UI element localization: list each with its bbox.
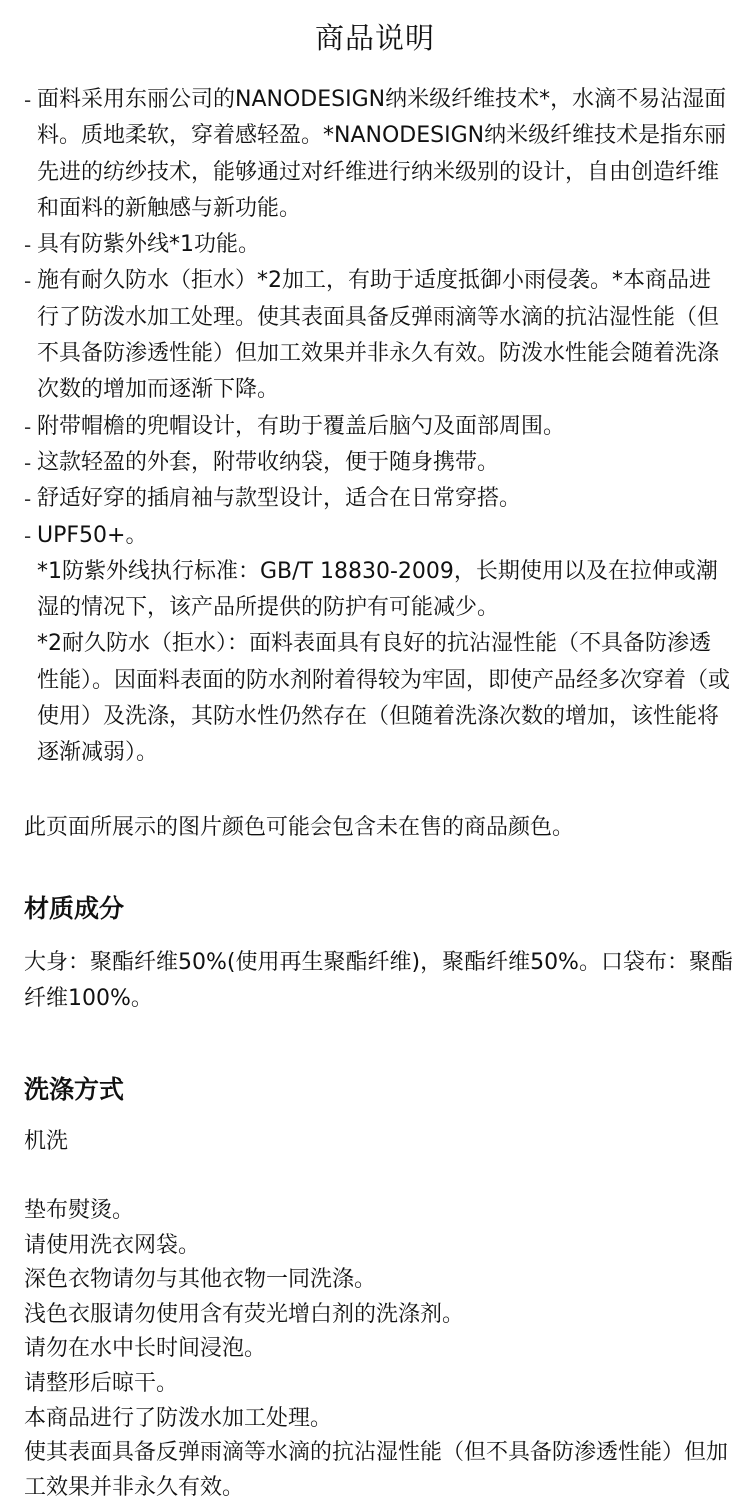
description-item-pouch — [24, 445, 732, 481]
washing-method: 机洗 — [24, 1129, 69, 1154]
description-item-water-repellent — [24, 263, 732, 408]
description-item-text: 具有防紫外线*1功能。 — [37, 232, 260, 258]
care-instruction: 请整形后晾干。 — [24, 1370, 179, 1396]
footnote-water-repellent: *2耐久防水（拒水）：面料表面具有良好的抗沾湿性能（不具备防渗透性能）。因面料表面的防水剂附着得较为牢固，即使产品经多次穿着（或使用）及洗涤，其防水性仍然存在（但随着洗涤次数的增加，该性能将逐渐减弱）。 — [37, 631, 731, 766]
description-item-raglan — [24, 481, 732, 517]
care-instruction: 浅色衣服请勿使用含有荧光增白剂的洗涤剂。 — [24, 1301, 465, 1327]
product-description-list — [24, 82, 732, 772]
description-item-text: UPF50+。 — [37, 522, 148, 548]
description-item-text: 施有耐久防水（拒水）*2加工，有助于适度抵御小雨侵袭。*本商品进行了防泼水加工处理。使其表面具备反弹雨滴等水滴的抗沾湿性能（但不具备防渗透性能）但加工效果并非永久有效。防泼水性能会随着洗涤次数的增加而逐渐下降。 — [37, 268, 720, 403]
bullet-marker: - — [24, 450, 32, 475]
care-instruction: 本商品进行了防泼水加工处理。 — [24, 1405, 333, 1431]
bullet-marker: - — [24, 233, 32, 258]
description-item-hood — [24, 409, 732, 445]
care-instruction: 请使用洗衣网袋。 — [24, 1232, 201, 1258]
material-composition: 大身：聚酯纤维50%(使用再生聚酯纤维)，聚酯纤维50%。口袋布：聚酯纤维100%。 — [24, 950, 733, 1011]
bullet-marker: - — [24, 269, 32, 294]
bullet-marker: - — [24, 523, 32, 548]
description-item-text: 附带帽檐的兜帽设计，有助于覆盖后脑勺及面部周围。 — [37, 413, 566, 439]
page-title: 商品说明 — [314, 21, 435, 55]
description-item-text: 舒适好穿的插肩袖与款型设计，适合在日常穿搭。 — [37, 486, 522, 512]
bullet-marker: - — [24, 414, 32, 439]
care-instruction: 垫布熨烫。 — [24, 1198, 135, 1223]
color-disclaimer: 此页面所展示的图片颜色可能会包含未在售的商品颜色。 — [24, 815, 575, 840]
description-item-text: 面料采用东丽公司的NANODESIGN纳米级纤维技术*，水滴不易沾湿面料。质地柔软，穿着感轻盈。*NANODESIGN纳米级纤维技术是指东丽先进的纺纱技术，能够通过对纤维进行纳米级别的设计，自由创造纤维和面料的新触感与新功能。 — [37, 87, 727, 221]
footnote-uv-standard: *1防紫外线执行标准：GB/T 18830-2009，长期使用以及在拉伸或潮湿的情况下，该产品所提供的防护有可能减少。 — [37, 558, 718, 621]
care-instructions-list — [24, 1194, 736, 1500]
care-instruction: 请勿在水中长时间浸泡。 — [24, 1336, 267, 1362]
care-instruction: 使其表面具备反弹雨滴等水滴的抗沾湿性能（但不具备防渗透性能）但加工效果并非永久有效。 — [24, 1440, 729, 1500]
description-item-upf — [24, 518, 732, 554]
bullet-marker: - — [24, 487, 32, 512]
washing-section-title: 洗涤方式 — [24, 1075, 125, 1104]
description-item-uv — [24, 227, 732, 263]
care-instruction: 深色衣物请勿与其他衣物一同洗涤。 — [24, 1267, 377, 1293]
bullet-marker: - — [24, 88, 32, 112]
description-item-fabric — [24, 82, 732, 227]
description-item-text: 这款轻盈的外套，附带收纳袋，便于随身携带。 — [37, 449, 500, 475]
material-section-title: 材质成分 — [24, 894, 125, 923]
